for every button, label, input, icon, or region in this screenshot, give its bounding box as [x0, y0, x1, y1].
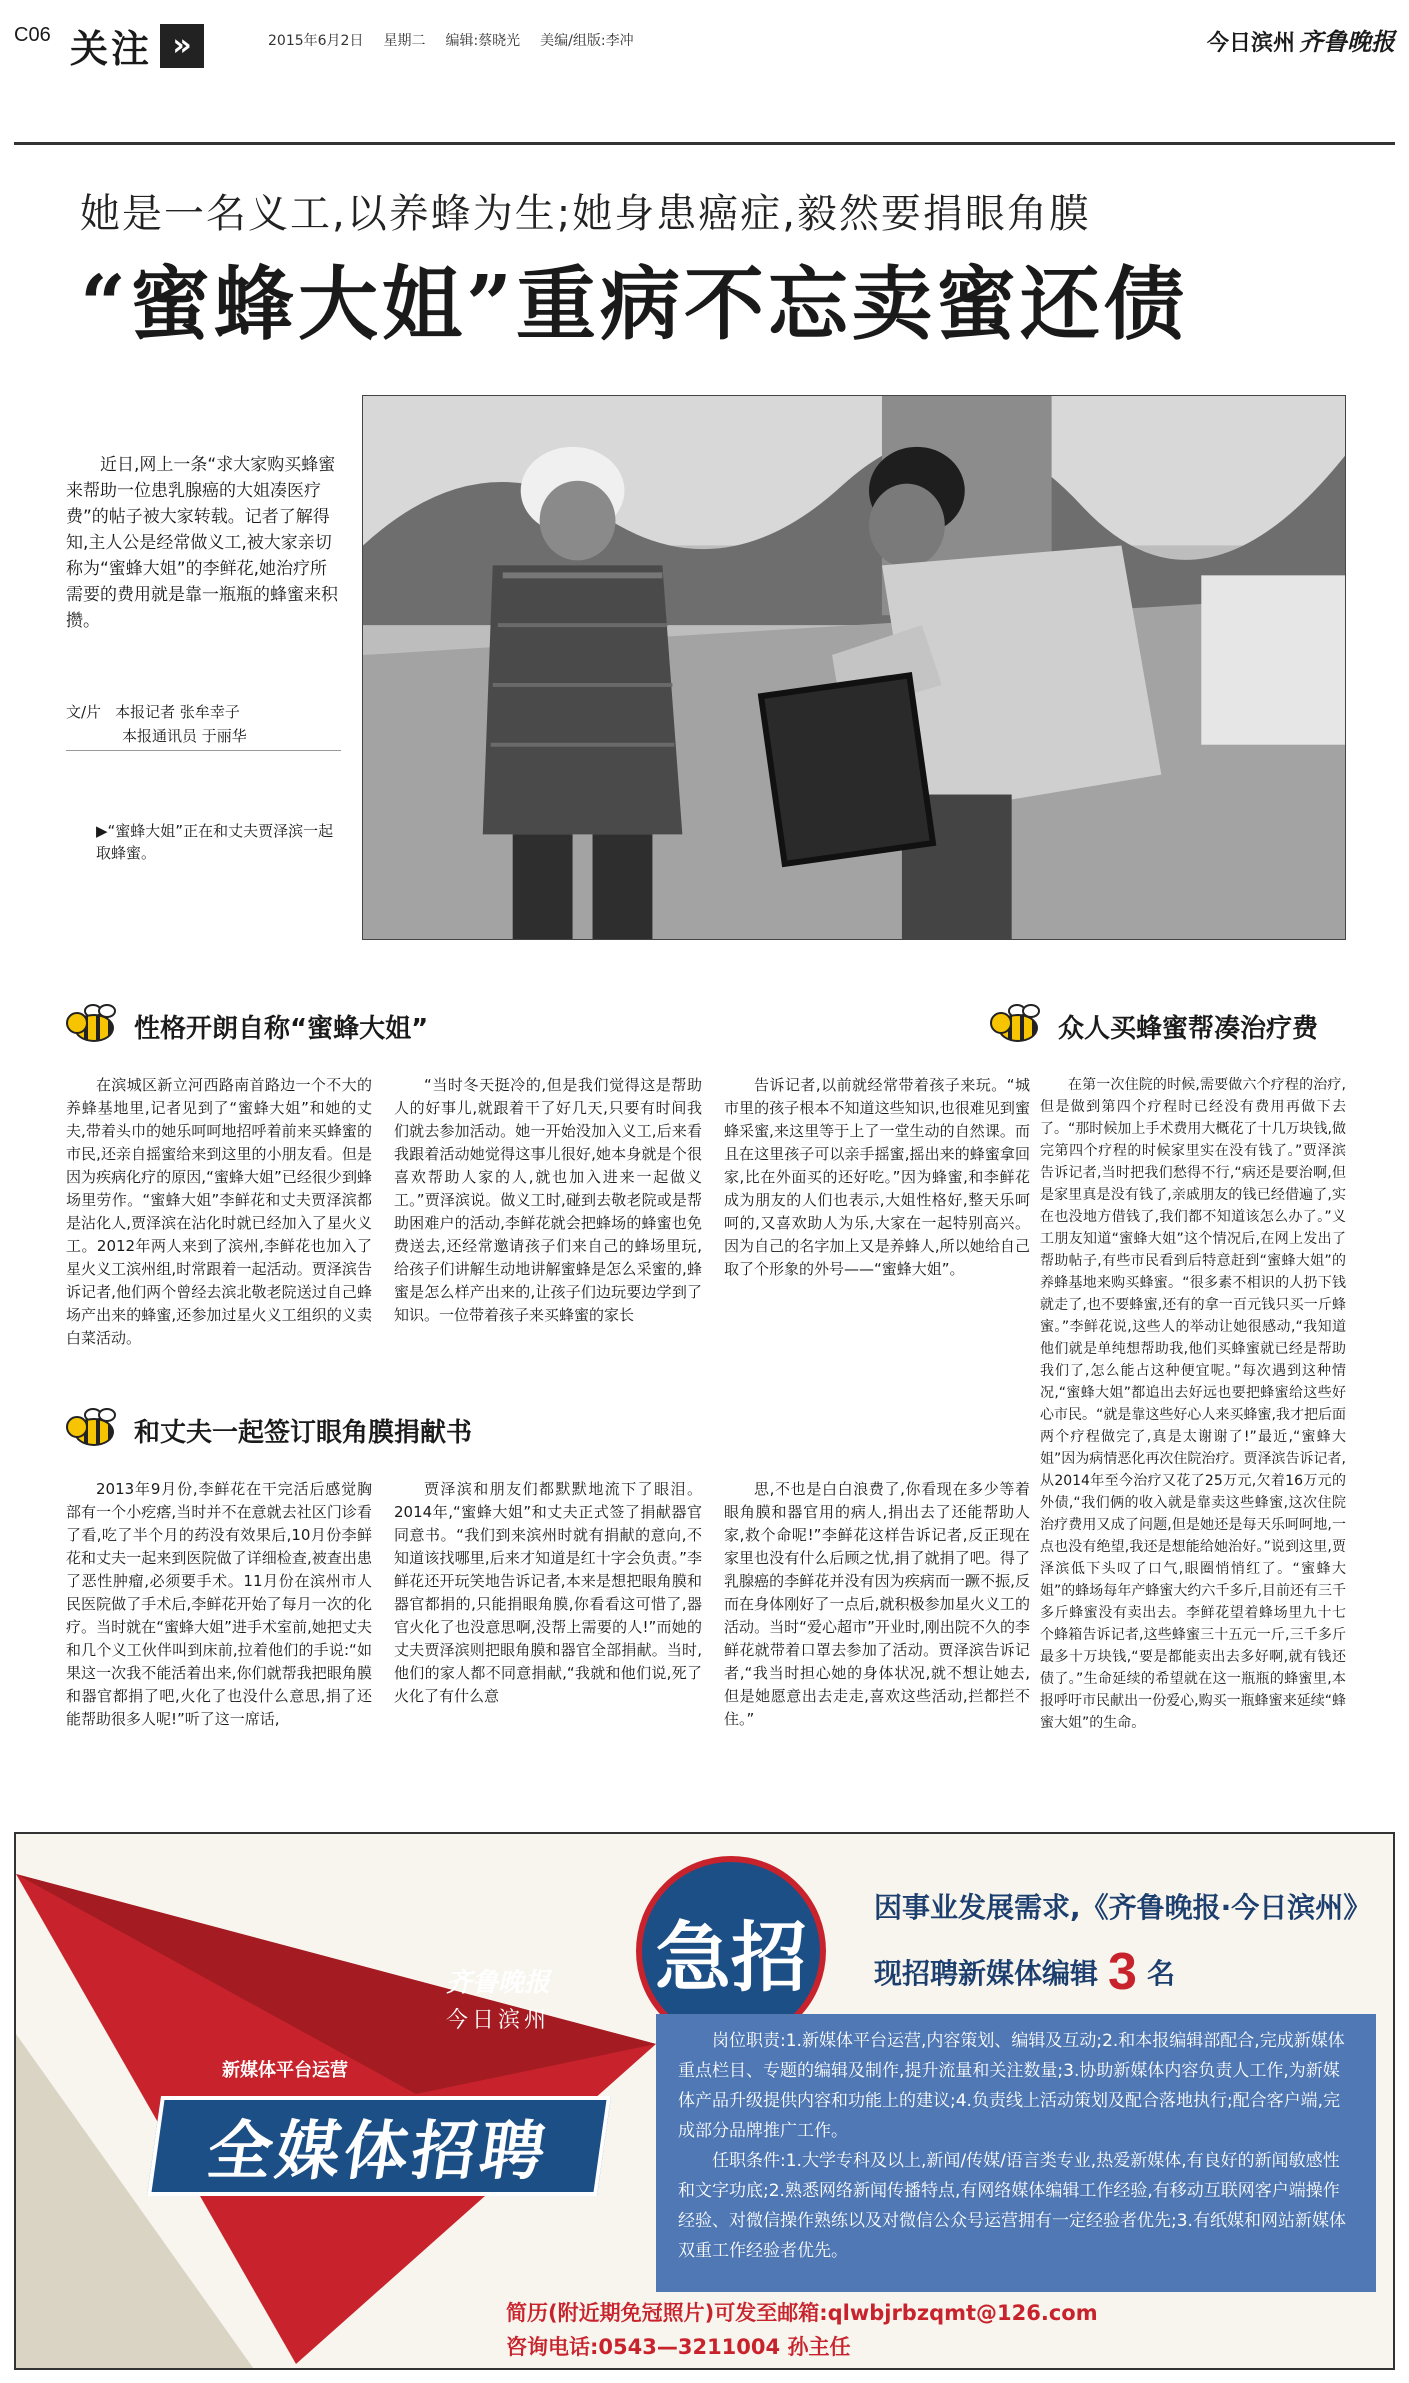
- column-1-3: 告诉记者,以前就经常带着孩子来玩。“城市里的孩子根本不知道这些知识,也很难见到蜜蜂采蜜,来这里等于上了一堂生动的自然课。而且在这里孩子可以亲手摇蜜,摇出来的蜂蜜拿回家,比在外面买的还好吃。”因为蜂蜜,和李鲜花成为朋友的人们也表示,大姐性格好,整天乐呵呵的,又喜欢助人为乐,大家在一起特别高兴。因为自己的名字加上又是养蜂人,所以她给自己取了个形象的外号——“蜜蜂大姐”。: [724, 1076, 1030, 1278]
- ad-sub-label: 新媒体平台运营: [222, 2060, 348, 2081]
- column-2-2: 贾泽滨和朋友们都默默地流下了眼泪。2014年,“蜜蜂大姐”和丈夫正式签了捐献器官同意书。“我们到来滨州时就有捐献的意向,不知道该找哪里,后来才知道是红十字会负责。”李鲜花还开玩笑地告诉记者,本来是想把眼角膜和器官都捐的,只能捐眼角膜,你看看这可惜了,器官火化了也没意思啊,没帮上需要的人!”而她的丈夫贾泽滨则把眼角膜和器官全部捐献。当时,他们的家人都不同意捐献,“我就和他们说,死了火化了有什么意: [394, 1480, 702, 1705]
- page-header: [0, 0, 1409, 80]
- article-subhead: 她是一名义工,以养蜂为生;她身患癌症,毅然要捐眼角膜: [80, 191, 1091, 237]
- editor-credit: 编辑:蔡晓光: [445, 33, 521, 49]
- section-title-2: 和丈夫一起签订眼角膜捐献书: [134, 1417, 473, 1448]
- ad-logo: [408, 1962, 588, 2034]
- section-title-1: 性格开朗自称“蜜蜂大姐”: [134, 1013, 429, 1044]
- section-heading-3: [990, 1004, 1318, 1048]
- ad-requirements: 任职条件:1.大学专科及以上,新闻/传媒/语言类专业,热爱新媒体,有良好的新闻敏感性和文字功底;2.熟悉网络新闻传播特点,有网络媒体编辑工作经验,有移动互联网客户端操作经验、对微信操作熟练以及对微信公众号运营拥有一定经验者优先;3.有纸媒和网站新媒体双重工作经验者优先。: [678, 2151, 1346, 2261]
- ad-need-line: 因事业发展需求,《齐鲁晚报·今日滨州》: [874, 1891, 1372, 1924]
- byline-reporter: 本报记者 张牟幸子: [115, 703, 240, 721]
- double-arrow-icon: »: [160, 24, 204, 68]
- section-heading-1: [66, 1004, 428, 1048]
- column-1-2: “当时冬天挺冷的,但是我们觉得这是帮助人的好事儿,就跟着干了好几天,只要有时间我们就去参加活动。她一开始没加入义工,后来看我跟着活动她觉得这事儿很好,她本身就是个很喜欢帮助人家的人,就也加入进来一起做义工。”贾泽滨说。做义工时,碰到去敬老院或是帮助困难户的活动,李鲜花就会把蜂场的蜂蜜也免费送去,还经常邀请孩子们来自己的蜂场里玩,给孩子们讲解生动地讲解蜜蜂是怎么采蜜的,蜂蜜是怎么样产出来的,让孩子们边玩要边学到了知识。一位带着孩子来买蜂蜜的家长: [394, 1076, 702, 1324]
- page-number: C06: [14, 24, 51, 46]
- issue-meta: [268, 30, 634, 50]
- bee-icon: [66, 1004, 122, 1048]
- recruitment-ad: [14, 1832, 1395, 2370]
- column-2-3: 思,不也是白白浪费了,你看现在多少等着眼角膜和器官用的病人,捐出去了还能帮助人家,救个命呢!”李鲜花这样告诉记者,反正现在家里也没有什么后顾之忧,捐了就捐了吧。得了乳腺癌的李鲜花并没有因为疾病而一蹶不振,反而在身体刚好了一点后,就积极参加星火义工的活动。当时“爱心超市”开业时,刚出院不久的李鲜花就带着口罩去参加了活动。贾泽滨告诉记者,“我当时担心她的身体状况,就不想让她去,但是她愿意出去走走,喜欢这些活动,拦都拦不住。”: [724, 1480, 1030, 1728]
- ad-contact: [506, 2296, 1098, 2364]
- section-title: 关注: [70, 27, 153, 71]
- bee-icon: [990, 1004, 1046, 1048]
- recruit-count: 3: [1108, 1943, 1137, 2001]
- masthead: [1207, 22, 1395, 57]
- header-rule: [14, 142, 1395, 145]
- ad-logo-brand: 齐鲁晚报: [445, 1968, 550, 1998]
- honeycomb-frame: [761, 675, 933, 864]
- byline-correspondent: 本报通讯员 于丽华: [122, 727, 247, 745]
- article-headline: “蜜蜂大姐”重病不忘卖蜜还债: [80, 257, 1189, 351]
- issue-weekday: 星期二: [383, 33, 426, 49]
- byline: [66, 700, 341, 748]
- news-photo: [362, 395, 1346, 940]
- section-label: [70, 18, 204, 73]
- masthead-brand: 齐鲁晚报: [1299, 27, 1395, 56]
- ad-logo-city: 今日滨州: [445, 2008, 550, 2033]
- ad-duties: 岗位职责:1.新媒体平台运营,内容策划、编辑及互动;2.和本报编辑部配合,完成新媒体重点栏目、专题的编辑及制作,提升流量和关注数量;3.协助新媒体内容负责人工作,为新媒体产品升级提供内容和功能上的建议;4.负责线上活动策划及配合落地执行;配合客户端,完成部分品牌推广工作。: [678, 2031, 1345, 2141]
- designer-credit: 美编/组版:李冲: [540, 33, 634, 49]
- urgent-stamp: 急招: [636, 1856, 826, 2046]
- ad-big-label: 全媒体招聘: [147, 2096, 611, 2196]
- bee-icon: [66, 1408, 122, 1452]
- section-heading-2: [66, 1408, 472, 1452]
- byline-divider: [66, 750, 341, 751]
- column-2-1: 2013年9月份,李鲜花在干完活后感觉胸部有一个小疙瘩,当时并不在意就去社区门诊看了看,吃了半个月的药没有效果后,10月份李鲜花和丈夫一起来到医院做了详细检查,被查出患了恶性肿瘤,必须要手术。11月份在滨州市人民医院做了手术后,李鲜花开始了每月一次的化疗。当时就在“蜜蜂大姐”进手术室前,她把丈夫和几个义工伙伴叫到床前,拉着他们的手说:“如果这一次我不能活着出来,你们就帮我把眼角膜和器官都捐了吧,火化了也没什么意思,捐了还能帮助很多人呢!”听了这一席话,: [66, 1480, 372, 1728]
- byline-label: 文/片: [66, 703, 102, 721]
- section-title-3: 众人买蜂蜜帮凑治疗费: [1058, 1013, 1319, 1044]
- masthead-city: 今日滨州: [1206, 31, 1295, 56]
- ad-phone: 咨询电话:0543—3211004 孙主任: [506, 2335, 851, 2359]
- article-lead: 近日,网上一条“求大家购买蜂蜜来帮助一位患乳腺癌的大姐凑医疗费”的帖子被大家转载。记者了解得知,主人公是经常做义工,被大家亲切称为“蜜蜂大姐”的李鲜花,她治疗所需要的费用就是靠一瓶瓶的蜂蜜来积攒。: [66, 455, 338, 631]
- column-3-1: 在第一次住院的时候,需要做六个疗程的治疗,但是做到第四个疗程时已经没有费用再做下去了。“那时候加上手术费用大概花了十几万块钱,做完第四个疗程的时候家里实在没有钱了。”贾泽滨告诉记者,当时把我们愁得不行,“病还是要治啊,但是家里真是没有钱了,亲戚朋友的钱已经借遍了,实在也没地方借钱了,我们都不知道该怎么办了。”义工朋友知道“蜜蜂大姐”这个情况后,在网上发出了帮助帖子,有些市民看到后特意赶到“蜜蜂大姐”的养蜂基地来购买蜂蜜。“很多素不相识的人扔下钱就走了,也不要蜂蜜,还有的拿一百元钱只买一斤蜂蜜。”李鲜花说,这些人的举动让她很感动,“我知道他们就是单纯想帮助我,他们买蜂蜜就已经是帮助我们了,怎么能占这种便宜呢。”每次遇到这种情况,“蜜蜂大姐”都追出去好远也要把蜂蜜给这些好心市民。“就是靠这些好心人来买蜂蜜,我才把后面两个疗程做完了,真是太谢谢了!”最近,“蜜蜂大姐”因为病情恶化再次住院治疗。贾泽滨告诉记者,从2014年至今治疗又花了25万元,欠着16万元的外债,“我们俩的收入就是靠卖这些蜂蜜,这次住院治疗费用又成了问题,但是她还是每天乐呵呵地,一点也没有绝望,我还是想能给她治好。”说到这里,贾泽滨低下头叹了口气,眼圈悄悄红了。“蜜蜂大姐”的蜂场每年产蜂蜜大约六千多斤,目前还有三千多斤蜂蜜没有卖出去。李鲜花望着蜂场里九十七个蜂箱告诉记者,这些蜂蜜三十五元一斤,三千多斤最多十万块钱,“要是都能卖出去多好啊,就有钱还债了。”生命延续的希望就在这一瓶瓶的蜂蜜里,本报呼吁市民献出一份爱心,购买一瓶蜂蜜来延续“蜂蜜大姐”的生命。: [1040, 1077, 1346, 1731]
- issue-date: 2015年6月2日: [268, 33, 364, 49]
- ad-job-panel: [656, 2014, 1376, 2292]
- photo-caption: ▶“蜜蜂大姐”正在和丈夫贾泽滨一起取蜂蜜。: [96, 822, 334, 862]
- ad-resume-email: 简历(附近期免冠照片)可发至邮箱:qlwbjrbzqmt@126.com: [506, 2301, 1098, 2325]
- column-1-1: 在滨城区新立河西路南首路边一个不大的养蜂基地里,记者见到了“蜜蜂大姐”和她的丈夫,带着头巾的她乐呵呵地招呼着前来买蜂蜜的市民,还亲自摇蜜给来到这里的小朋友看。但是因为疾病化疗的原因,“蜜蜂大姐”已经很少到蜂场里劳作。“蜜蜂大姐”李鲜花和丈夫贾泽滨都是沾化人,贾泽滨在沾化时就已经加入了星火义工。2012年两人来到了滨州,李鲜花也加入了星火义工滨州组,时常跟着一起活动。贾泽滨告诉记者,他们两个曾经去滨北敬老院送过自己蜂场产出来的蜂蜜,还参加过星火义工组织的义卖白菜活动。: [66, 1076, 372, 1347]
- ad-recruit-line: 现招聘新媒体编辑 3 名: [874, 1943, 1175, 2001]
